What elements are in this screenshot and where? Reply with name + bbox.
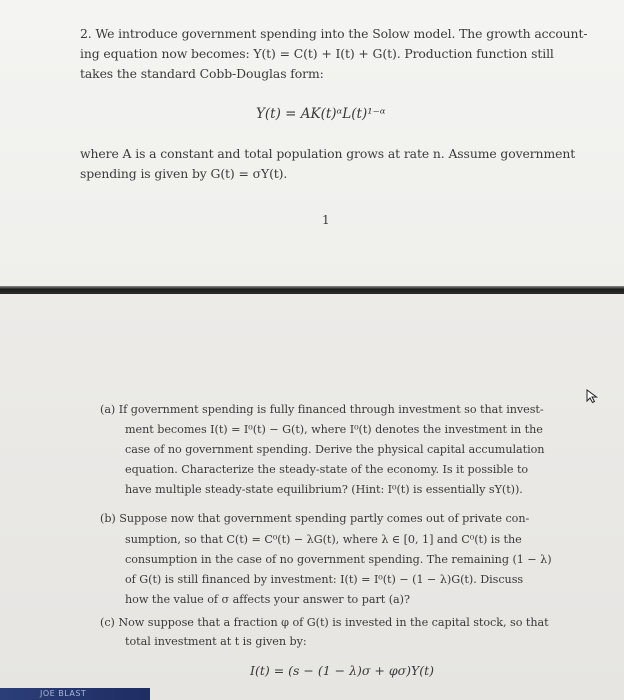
- problem-line-1: 2. We introduce government spending into the Solow model. The growth account-: [80, 26, 588, 41]
- production-function-equation: Y(t) = AK(t)ᵅL(t)¹⁻ᵅ: [256, 106, 386, 122]
- part-b-line-4: of G(t) is still financed by investment: I(t) = I⁰(t) − (1 − λ)G(t). Discuss: [125, 573, 524, 586]
- page-number: 1: [322, 213, 330, 227]
- page-divider: [0, 286, 624, 294]
- part-c-line-2: total investment at t is given by:: [125, 635, 307, 648]
- part-c-line-1: (c) Now suppose that a fraction φ of G(t) is invested in the capital stock, so that: [100, 616, 549, 629]
- problem-line-4: where A is a constant and total population grows at rate n. Assume government: [80, 146, 576, 161]
- investment-equation: I(t) = (s − (1 − λ)σ + φσ)Y(t): [250, 663, 435, 678]
- problem-line-2: ing equation now becomes: Y(t) = C(t) + I(t) + G(t). Production function still: [80, 46, 554, 61]
- taskbar-label: JOE BLAST: [40, 689, 87, 698]
- problem-line-3: takes the standard Cobb-Douglas form:: [80, 66, 324, 81]
- part-b-line-5: how the value of σ affects your answer to part (a)?: [125, 593, 410, 606]
- part-a-line-2: ment becomes I(t) = I⁰(t) − G(t), where I⁰(t) denotes the investment in the: [125, 423, 543, 436]
- part-a-line-5: have multiple steady-state equilibrium? (Hint: I⁰(t) is essentially sY(t)).: [125, 483, 523, 496]
- part-a-line-4: equation. Characterize the steady-state of the economy. Is it possible to: [125, 463, 529, 476]
- part-b-line-2: sumption, so that C(t) = C⁰(t) − λG(t), where λ ∈ [0, 1] and C⁰(t) is the: [125, 533, 522, 546]
- part-a-line-1: (a) If government spending is fully financed through investment so that invest-: [100, 403, 544, 416]
- part-b-line-3: consumption in the case of no government spending. The remaining (1 − λ): [125, 553, 552, 566]
- taskbar-fragment: [0, 688, 150, 700]
- problem-line-5: spending is given by G(t) = σY(t).: [80, 166, 288, 181]
- mouse-pointer-icon: [584, 388, 600, 404]
- part-b-line-1: (b) Suppose now that government spending partly comes out of private con-: [100, 512, 530, 525]
- part-a-line-3: case of no government spending. Derive the physical capital accumulation: [125, 443, 545, 456]
